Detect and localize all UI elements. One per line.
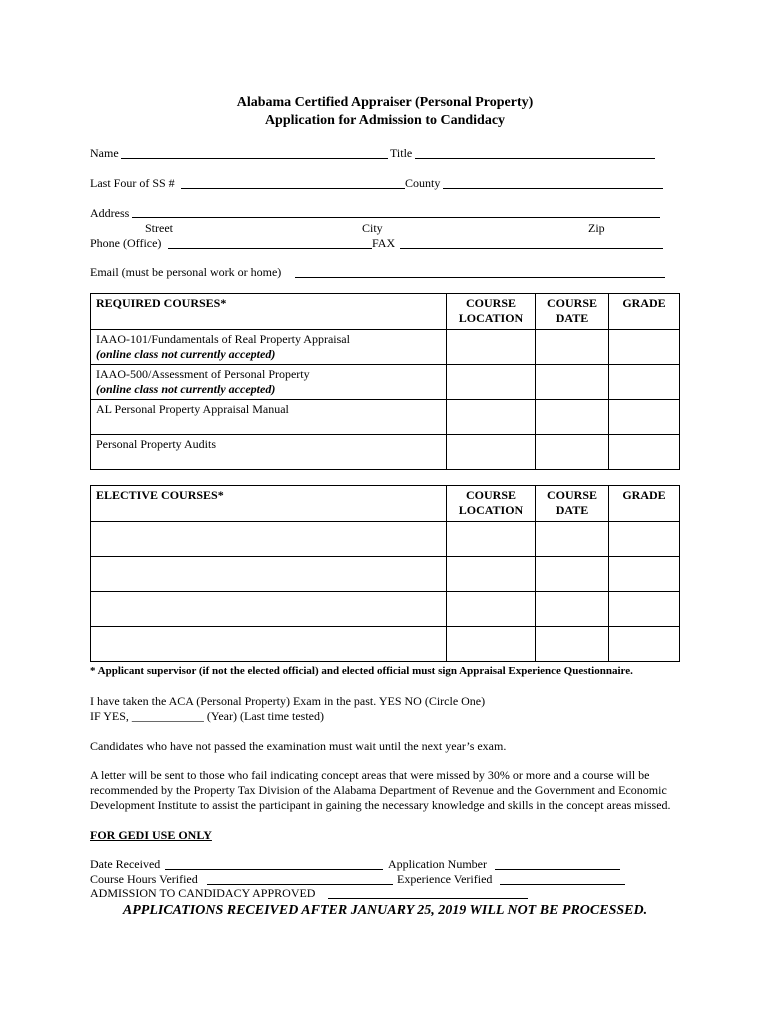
date-cell[interactable]	[536, 400, 609, 435]
table-row	[91, 330, 680, 365]
email-field[interactable]	[295, 277, 665, 278]
course-cell	[91, 435, 447, 470]
table-header-row	[91, 486, 680, 522]
city-label: City	[362, 221, 383, 235]
form-title: Alabama Certified Appraiser (Personal Property)	[236, 95, 534, 110]
date-cell[interactable]	[536, 330, 609, 365]
address-field[interactable]	[132, 217, 660, 218]
table-row	[91, 522, 680, 557]
title-field[interactable]	[415, 158, 655, 159]
date-received-label: Date Received	[90, 857, 161, 871]
location-cell[interactable]	[447, 400, 536, 435]
table-row	[91, 557, 680, 592]
name-field[interactable]	[121, 158, 388, 159]
course-date-header	[536, 486, 609, 522]
elective-courses-table	[90, 485, 680, 662]
location-cell[interactable]	[447, 365, 536, 400]
deadline-notice: APPLICATIONS RECEIVED AFTER JANUARY 25, 2019 WILL NOT BE PROCESSED.	[122, 903, 648, 918]
date-cell[interactable]	[536, 592, 609, 627]
table-row	[91, 627, 680, 662]
date-received-field[interactable]	[165, 869, 383, 870]
notice-letter: A letter will be sent to those who fail indicating concept areas that were missed by 30% or more and a course will be recommended by the Property Tax Division of the Alabama Department of Revenue and the Government and Economic Development Institute to assist the participant in gaining the necessary knowledge and skills in the concept areas missed.	[90, 768, 671, 812]
location-cell[interactable]	[447, 330, 536, 365]
gedi-heading: FOR GEDI USE ONLY	[90, 828, 212, 842]
grade-header: GRADE	[609, 294, 680, 330]
course-name: IAAO-500/Assessment of Personal Property	[96, 367, 310, 381]
table-row	[91, 400, 680, 435]
course-location-header	[447, 486, 536, 522]
date-cell[interactable]	[536, 365, 609, 400]
course-name: AL Personal Property Appraisal Manual	[96, 402, 289, 416]
email-label: Email (must be personal work or home)	[90, 265, 282, 279]
date-cell[interactable]	[536, 627, 609, 662]
course-name: IAAO-101/Fundamentals of Real Property Appraisal	[96, 332, 350, 346]
grade-cell[interactable]	[609, 365, 680, 400]
course-location-header-line1: COURSE	[465, 488, 516, 502]
county-label: County	[405, 176, 441, 190]
date-cell[interactable]	[536, 557, 609, 592]
course-cell	[91, 400, 447, 435]
course-hours-field[interactable]	[207, 884, 393, 885]
course-cell[interactable]	[91, 522, 447, 557]
grade-cell[interactable]	[609, 627, 680, 662]
exam-year-line: IF YES, ____________ (Year) (Last time tested)	[90, 709, 324, 723]
ss-label: Last Four of SS #	[90, 176, 175, 190]
required-courses-header: REQUIRED COURSES*	[91, 294, 447, 330]
course-note: (online class not currently accepted)	[96, 347, 276, 361]
location-cell[interactable]	[447, 627, 536, 662]
notice-wait: Candidates who have not passed the examination must wait until the next year’s exam.	[90, 739, 507, 753]
experience-verified-label: Experience Verified	[397, 872, 493, 886]
course-cell	[91, 365, 447, 400]
county-field[interactable]	[443, 188, 663, 189]
fax-label: FAX	[372, 236, 396, 250]
course-cell	[91, 330, 447, 365]
elective-courses-header: ELECTIVE COURSES*	[91, 486, 447, 522]
course-cell[interactable]	[91, 592, 447, 627]
grade-cell[interactable]	[609, 330, 680, 365]
course-location-header	[447, 294, 536, 330]
course-location-header-line1: COURSE	[465, 296, 516, 310]
application-number-label: Application Number	[388, 857, 487, 871]
location-cell[interactable]	[447, 435, 536, 470]
location-cell[interactable]	[447, 557, 536, 592]
table-row	[91, 592, 680, 627]
course-date-header-line2: DATE	[555, 503, 589, 517]
title-label: Title	[390, 146, 413, 160]
form-subtitle: Application for Admission to Candidacy	[264, 113, 506, 128]
grade-header: GRADE	[609, 486, 680, 522]
course-hours-label: Course Hours Verified	[90, 872, 198, 886]
date-cell[interactable]	[536, 522, 609, 557]
course-location-header-line2: LOCATION	[458, 503, 524, 517]
street-label: Street	[145, 221, 173, 235]
fax-field[interactable]	[400, 248, 663, 249]
table-row	[91, 365, 680, 400]
ss-field[interactable]	[181, 188, 405, 189]
course-name: Personal Property Audits	[96, 437, 216, 451]
course-date-header	[536, 294, 609, 330]
date-cell[interactable]	[536, 435, 609, 470]
experience-verified-field[interactable]	[500, 884, 625, 885]
grade-cell[interactable]	[609, 557, 680, 592]
location-cell[interactable]	[447, 592, 536, 627]
grade-cell[interactable]	[609, 435, 680, 470]
grade-cell[interactable]	[609, 592, 680, 627]
table-header-row	[91, 294, 680, 330]
application-number-field[interactable]	[495, 869, 620, 870]
course-date-header-line1: COURSE	[546, 488, 597, 502]
exam-question: I have taken the ACA (Personal Property) Exam in the past. YES NO (Circle One)	[90, 694, 486, 708]
address-label: Address	[90, 206, 130, 220]
footnote: * Applicant supervisor (if not the elected official) and elected official must sign Appraisal Experience Questionnaire.	[90, 665, 633, 677]
table-row	[91, 435, 680, 470]
admission-approved-field[interactable]	[328, 898, 528, 899]
admission-approved-label: ADMISSION TO CANDIDACY APPROVED	[90, 886, 316, 900]
course-note: (online class not currently accepted)	[96, 382, 276, 396]
course-date-header-line2: DATE	[555, 311, 589, 325]
phone-field[interactable]	[168, 248, 372, 249]
course-cell[interactable]	[91, 557, 447, 592]
grade-cell[interactable]	[609, 522, 680, 557]
grade-cell[interactable]	[609, 400, 680, 435]
course-location-header-line2: LOCATION	[458, 311, 524, 325]
required-courses-table	[90, 293, 680, 470]
location-cell[interactable]	[447, 522, 536, 557]
course-date-header-line1: COURSE	[546, 296, 597, 310]
course-cell[interactable]	[91, 627, 447, 662]
zip-label: Zip	[588, 221, 605, 235]
phone-label: Phone (Office)	[90, 236, 162, 250]
name-label: Name	[90, 146, 119, 160]
